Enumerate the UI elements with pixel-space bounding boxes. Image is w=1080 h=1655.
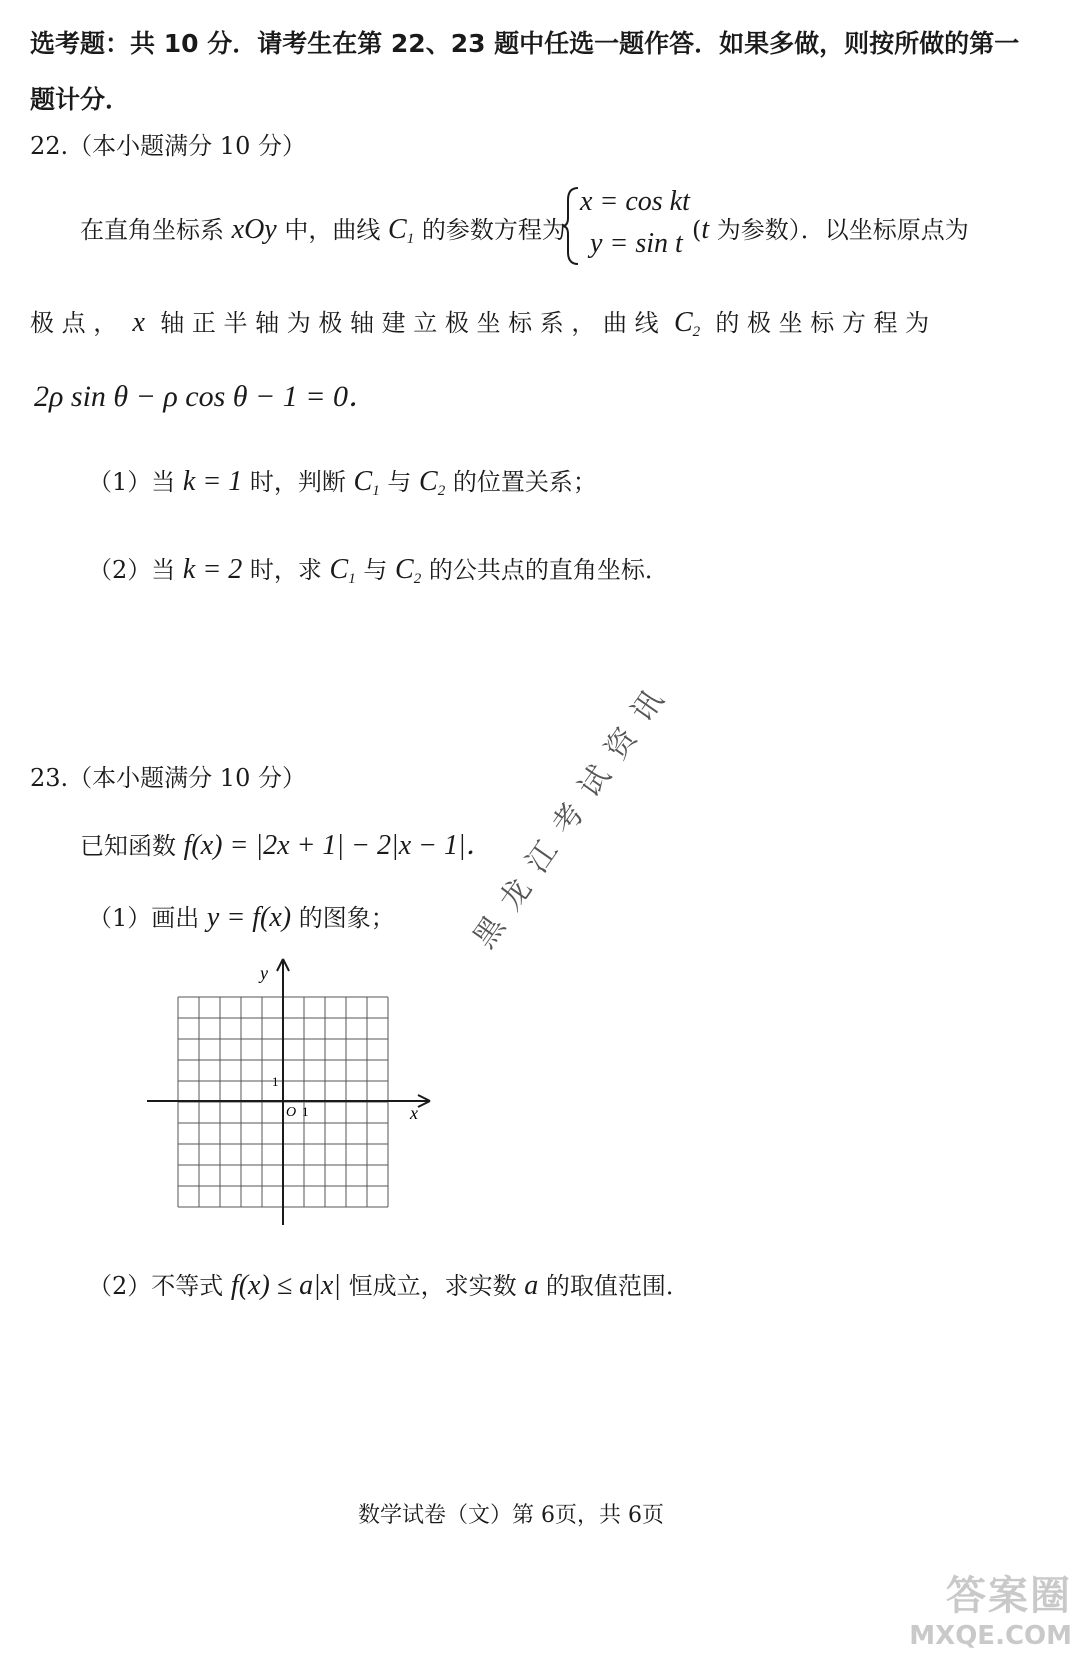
x-axis-label: x (410, 1103, 418, 1123)
logo-en: MXQE.COM (909, 1621, 1072, 1651)
q22-para2: 极 点 ， x 轴 正 半 轴 为 极 轴 建 立 极 坐 标 系 ， 曲 线 $C_2$ 的 极 坐 标 方 程 为 (30, 307, 930, 340)
q22-sub2: （2）当 k = 2 时，求 $C_1$ 与 $C_2$ 的公共点的直角坐标． (88, 554, 669, 587)
q22-title: 22.（本小题满分 10 分） (30, 132, 306, 160)
q22-xoy: xOy (231, 214, 277, 245)
param-note: (t 为参数）．以坐标原点为 (692, 214, 969, 245)
tick-x-1: 1 (302, 1104, 309, 1119)
origin-label: O (286, 1105, 297, 1120)
watermark-text: 黑龙江考试资讯 (466, 670, 680, 955)
q22-p1-pre: 在直角坐标系 (80, 216, 224, 244)
q22-c2: $C_2$ (673, 307, 701, 340)
q23-title: 23.（本小题满分 10 分） (30, 764, 306, 792)
q23-given: 已知函数 f(x) = |2x + 1| − 2|x − 1|． (80, 830, 494, 861)
q22-p1-mid: 中，曲线 (284, 216, 381, 244)
q22-p1-after: 的参数方程为 (421, 216, 566, 244)
q23-sub1: （1）画出 y = f(x) 的图象； (88, 902, 395, 933)
q22-para1-start (80, 210, 566, 248)
instruction-line-2: 题计分． (30, 85, 131, 114)
page-footer: 数学试卷（文）第 6页，共 6页 (358, 1503, 664, 1528)
q22-sub1: （1）当 k = 1 时，判断 $C_1$ 与 $C_2$ 的位置关系； (88, 466, 597, 499)
coordinate-grid (140, 955, 440, 1235)
logo-cn: 答案圈 (946, 1573, 1072, 1619)
param-eq-x: x = cos kt (580, 186, 690, 217)
tick-y-1: 1 (272, 1074, 279, 1089)
q22-c1: $C_1$ (388, 214, 415, 247)
polar-equation: 2ρ sin θ − ρ cos θ − 1 = 0． (34, 380, 379, 413)
instruction-line-1: 选考题：共 10 分．请考生在第 22、23 题中任选一题作答．如果多做，则按所做的第一 (30, 29, 1020, 58)
q22-x-var: x (132, 307, 145, 338)
q23-sub2: （2）不等式 f(x) ≤ a|x| 恒成立，求实数 a 的取值范围． (88, 1270, 690, 1301)
q23-function: f(x) = |2x + 1| − 2|x − 1|． (183, 830, 494, 861)
y-axis-label: y (260, 963, 268, 983)
brace-icon (560, 186, 582, 266)
site-logo (909, 1564, 1072, 1651)
param-eq-y: y = sin t (590, 228, 683, 259)
